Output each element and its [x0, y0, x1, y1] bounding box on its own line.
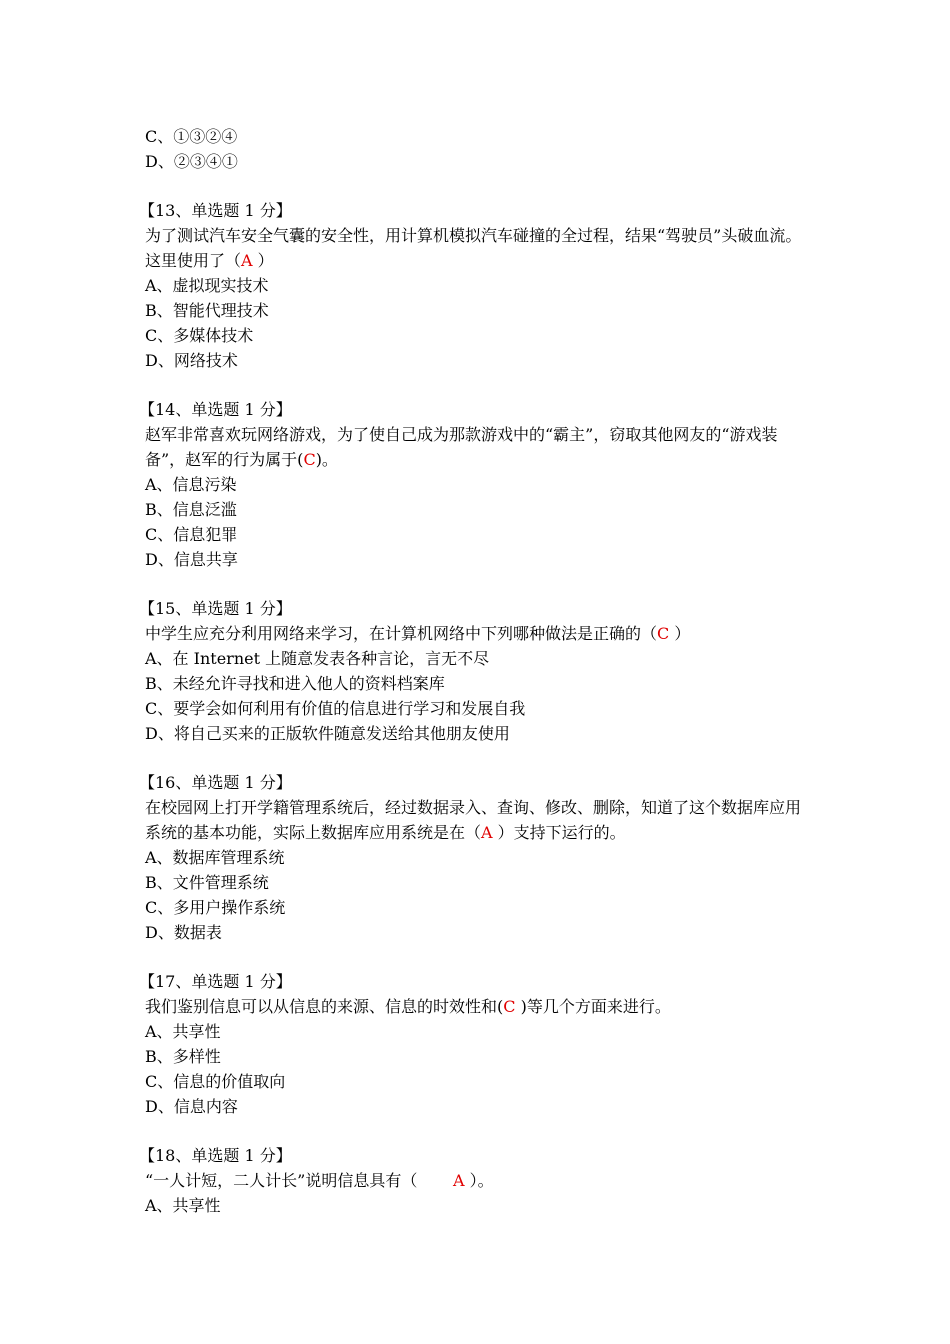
answer-mark: A [481, 823, 493, 842]
question-header: 【15、单选题 1 分】 [139, 599, 292, 618]
option-a: A、虚拟现实技术 [145, 276, 269, 295]
stem-text-end: ） [669, 624, 691, 643]
stem-text-end: ）。 [464, 1171, 494, 1190]
option-c: C、多媒体技术 [145, 326, 254, 345]
option-b: B、多样性 [145, 1047, 221, 1066]
option-b: B、智能代理技术 [145, 301, 269, 320]
spacer [145, 945, 815, 969]
option-d: D、信息内容 [145, 1097, 238, 1116]
option-a: A、数据库管理系统 [145, 848, 285, 867]
option-b: B、文件管理系统 [145, 873, 269, 892]
answer-mark: C [303, 450, 316, 469]
spacer [145, 572, 815, 596]
stem-text: “一人计短，二人计长”说明信息具有（ [145, 1171, 453, 1190]
question-stem [145, 795, 815, 845]
stem-text: 在校园网上打开学籍管理系统后，经过数据录入、查询、修改、删除，知道了这个数据库应用系统的基本功能，实际上数据库应用系统是在（ [145, 798, 802, 842]
answer-mark: C [503, 997, 516, 1016]
question-16 [139, 770, 815, 945]
stem-text-end: )。 [315, 450, 338, 469]
spacer [145, 174, 815, 198]
spacer [145, 746, 815, 770]
answer-mark: A [241, 251, 253, 270]
spacer [145, 1119, 815, 1143]
option-c: C、信息的价值取向 [145, 1072, 286, 1091]
spacer [145, 373, 815, 397]
question-stem [145, 621, 815, 646]
stem-text: 为了测试汽车安全气囊的安全性，用计算机模拟汽车碰撞的全过程，结果“驾驶员”头破血流。这里使用了（ [145, 226, 802, 270]
option-a: A、在 Internet 上随意发表各种言论，言无不尽 [145, 649, 490, 668]
prev-question-options [145, 124, 815, 174]
stem-text: 我们鉴别信息可以从信息的来源、信息的时效性和( [145, 997, 504, 1016]
question-stem [145, 422, 815, 472]
question-header: 【18、单选题 1 分】 [139, 1146, 292, 1165]
question-stem [145, 994, 815, 1019]
question-13 [139, 198, 815, 373]
question-header: 【13、单选题 1 分】 [139, 201, 292, 220]
option-a: A、共享性 [145, 1022, 221, 1041]
option-d: D、数据表 [145, 923, 222, 942]
option-c: C、①③②④ [145, 127, 238, 146]
answer-mark: A [452, 1171, 465, 1190]
option-d: D、信息共享 [145, 550, 238, 569]
stem-text: 中学生应充分利用网络来学习，在计算机网络中下列哪种做法是正确的（ [145, 624, 658, 643]
option-d: D、将自己买来的正版软件随意发送给其他朋友使用 [145, 724, 510, 743]
question-14 [139, 397, 815, 572]
stem-text-end: )等几个方面来进行。 [515, 997, 671, 1016]
stem-text-end: ） [252, 251, 274, 270]
answer-mark: C [657, 624, 670, 643]
option-a: A、信息污染 [145, 475, 237, 494]
stem-text: 赵军非常喜欢玩网络游戏，为了使自己成为那款游戏中的“霸主”，窃取其他网友的“游戏装备”，赵军的行为属于( [145, 425, 778, 469]
option-b: B、未经允许寻找和进入他人的资料档案库 [145, 674, 445, 693]
question-header: 【14、单选题 1 分】 [139, 400, 292, 419]
document-page [139, 124, 815, 1218]
question-header: 【17、单选题 1 分】 [139, 972, 292, 991]
option-a: A、共享性 [145, 1196, 221, 1215]
option-d: D、网络技术 [145, 351, 238, 370]
option-b: B、信息泛滥 [145, 500, 237, 519]
option-c: C、要学会如何利用有价值的信息进行学习和发展自我 [145, 699, 526, 718]
question-18 [139, 1143, 815, 1218]
option-d: D、②③④① [145, 152, 238, 171]
question-stem [145, 1168, 815, 1193]
question-header: 【16、单选题 1 分】 [139, 773, 292, 792]
stem-text-end: ）支持下运行的。 [492, 823, 626, 842]
option-c: C、多用户操作系统 [145, 898, 286, 917]
question-15 [139, 596, 815, 746]
question-stem [145, 223, 815, 273]
question-17 [139, 969, 815, 1119]
option-c: C、信息犯罪 [145, 525, 238, 544]
